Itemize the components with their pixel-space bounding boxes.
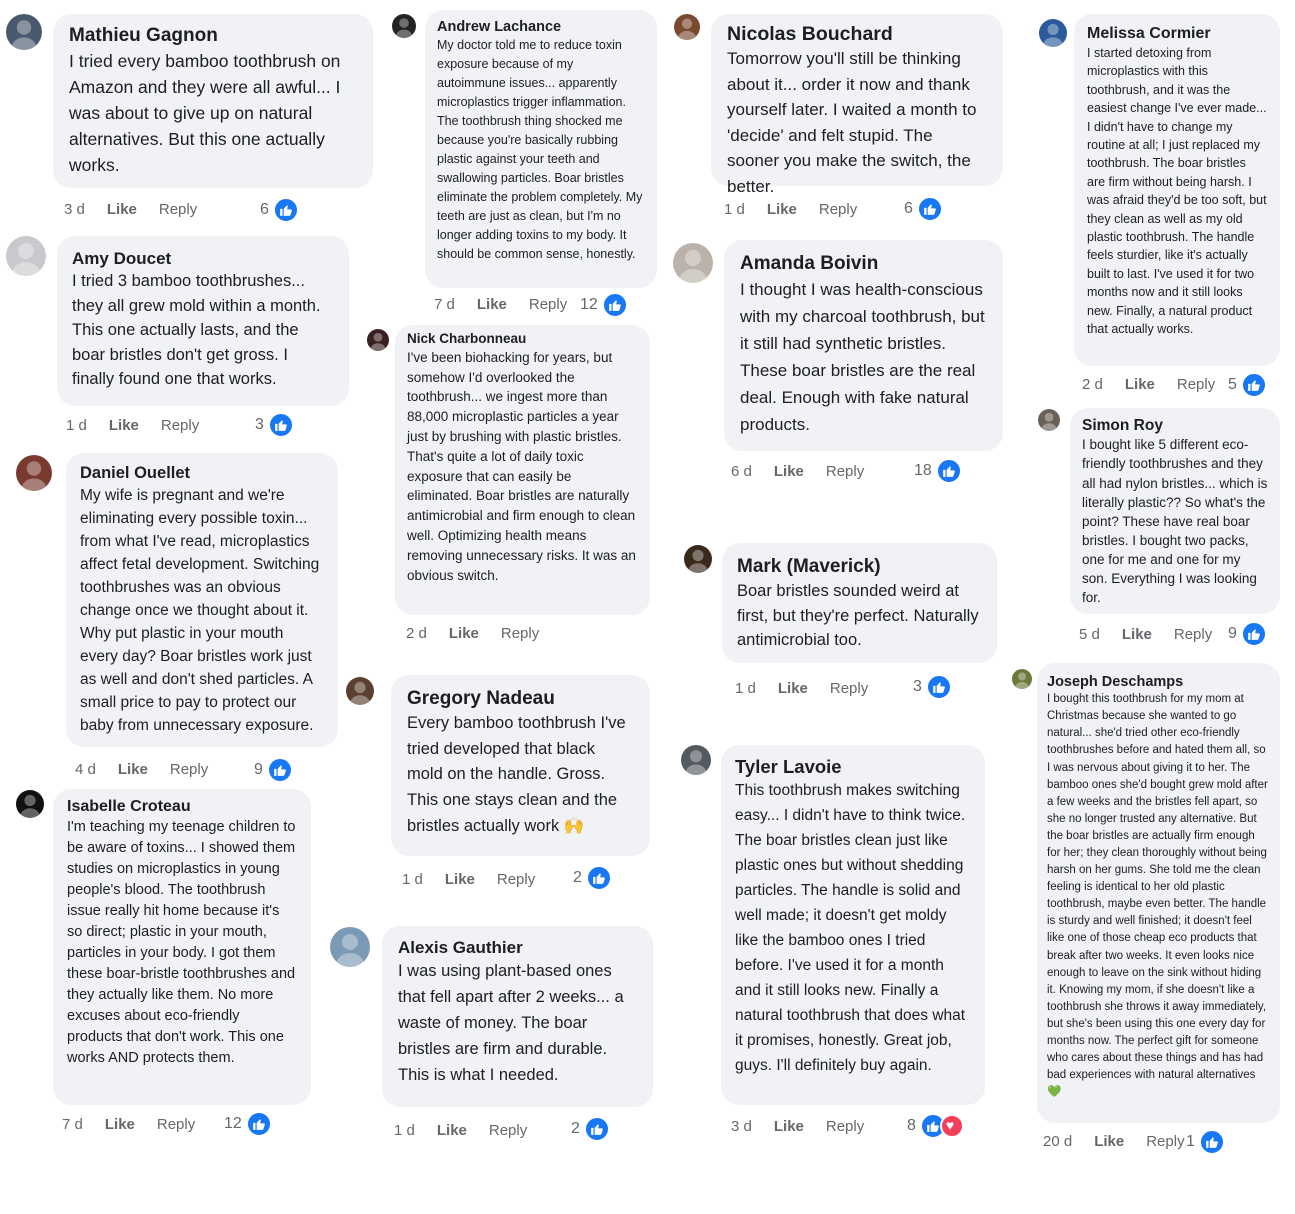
comment-bubble [395, 325, 650, 615]
commenter-name[interactable]: Simon Roy [1082, 417, 1163, 434]
timestamp[interactable]: 7 d [62, 1116, 83, 1133]
avatar[interactable] [330, 927, 370, 967]
like-button[interactable]: Like [1094, 1133, 1125, 1150]
comment-text: Boar bristles sounded weird at first, but they're perfect. Naturally antimicrobial too. [737, 581, 979, 650]
commenter-name[interactable]: Alexis Gauthier [398, 938, 523, 957]
commenter-name[interactable]: Andrew Lachance [437, 19, 562, 35]
reaction-number: 8 [907, 1117, 916, 1134]
like-button[interactable]: Like [773, 1118, 804, 1135]
comment-bubble [722, 543, 997, 663]
comment-text: I thought I was health-conscious with my charcoal toothbrush, but it still had synthetic bristles. These boar bristles are the real deal. Enough with fake natural products. [740, 279, 985, 434]
like-button[interactable]: Like [777, 680, 808, 697]
reaction-number: 2 [571, 1120, 580, 1137]
comment-text: I bought like 5 different eco-friendly toothbrushes and they all had nylon bristles... which is literally plastic?? So what's the point? These have real boar bristles. I bought two packs, one for me and one for my son. Everything I was looking for. [1082, 437, 1268, 606]
reaction-count[interactable] [224, 1111, 272, 1137]
reaction-count[interactable] [907, 1113, 964, 1139]
avatar[interactable] [6, 14, 42, 50]
commenter-name[interactable]: Nick Charbonneau [407, 331, 527, 346]
reply-button[interactable]: Reply [496, 871, 536, 888]
like-button[interactable]: Like [766, 201, 797, 218]
timestamp[interactable]: 3 d [731, 1118, 752, 1135]
comment-actions [394, 1122, 527, 1139]
reaction-number: 6 [904, 200, 913, 217]
like-reaction-icon [1241, 621, 1267, 647]
timestamp[interactable]: 1 d [402, 871, 423, 888]
timestamp[interactable]: 1 d [735, 680, 756, 697]
comment-bubble [382, 926, 653, 1107]
commenter-name[interactable]: Mark (Maverick) [737, 556, 881, 577]
commenter-name[interactable]: Tyler Lavoie [735, 756, 842, 777]
reply-button[interactable]: Reply [825, 463, 865, 480]
commenter-name[interactable]: Daniel Ouellet [80, 464, 191, 482]
timestamp[interactable]: 20 d [1043, 1133, 1073, 1150]
reply-button[interactable]: Reply [160, 417, 200, 434]
avatar[interactable] [16, 455, 52, 491]
like-button[interactable]: Like [773, 463, 804, 480]
commenter-name[interactable]: Amanda Boivin [740, 253, 879, 274]
like-button[interactable]: Like [1124, 376, 1155, 393]
comment-actions [1082, 376, 1215, 393]
commenter-name[interactable]: Mathieu Gagnon [69, 25, 218, 46]
avatar[interactable] [1038, 409, 1060, 431]
reaction-count[interactable] [913, 674, 952, 700]
like-reaction-icon [1241, 372, 1267, 398]
reaction-number: 12 [580, 296, 598, 313]
comment-bubble [53, 14, 373, 188]
comment-text: I tried every bamboo toothbrush on Amazon and they were all awful... I was about to give up on natural alternatives. But this one actually works. [69, 50, 341, 175]
comment-bubble [721, 745, 985, 1105]
like-reaction-icon [268, 412, 294, 438]
love-reaction-icon: ♥ [940, 1114, 964, 1138]
like-button[interactable]: Like [108, 417, 139, 434]
comment-text: My doctor told me to reduce toxin exposure because of my autoimmune issues... apparently microplastics trigger inflammation. The toothbrush thing shocked me because you're basically rubbing plastic against your teeth and swallowing particles. Boar bristles eliminate the problem completely. My teeth are just as clean, but I'm no longer adding toxins to my body. It should be common sense, honestly. [437, 38, 643, 262]
like-reaction-icon [917, 196, 943, 222]
comment-text: Tomorrow you'll still be thinking about it... order it now and thank yourself later. I waited a month to 'decide' and felt stupid. The sooner you make the switch, the better. [727, 49, 977, 196]
reaction-count[interactable] [260, 197, 299, 223]
like-reaction-icon [586, 865, 612, 891]
comment-bubble [53, 789, 311, 1105]
reply-button[interactable]: Reply [156, 1116, 196, 1133]
reaction-count[interactable] [904, 196, 943, 222]
avatar[interactable] [367, 329, 389, 351]
avatar[interactable] [16, 790, 44, 818]
reply-button[interactable]: Reply [488, 1122, 528, 1139]
comment-bubble [57, 236, 349, 406]
reply-button[interactable]: Reply [829, 680, 869, 697]
comment-text: I tried 3 bamboo toothbrushes... they all grew mold within a month. This one actually lasts, and the boar bristles don't get gross. I finally found one that works. [72, 272, 321, 389]
like-button[interactable]: Like [476, 296, 507, 313]
comment-bubble [1070, 408, 1280, 614]
reaction-count[interactable] [580, 292, 628, 318]
comment-actions [64, 201, 197, 218]
commenter-name[interactable]: Nicolas Bouchard [727, 23, 893, 45]
comment-actions [75, 761, 208, 778]
avatar[interactable] [1039, 19, 1067, 47]
comment-bubble [711, 14, 1003, 196]
comment-text: My wife is pregnant and we're eliminating every possible toxin... from what I've read, microplastics affect fetal development. Switching toothbrushes was an obvious change once we thought about it. Why put plastic in your mouth every day? Boar bristles work just as well and don't shed particles. A small price to pay to protect our baby from unnecessary exposure. [80, 486, 320, 734]
timestamp[interactable]: 1 d [394, 1122, 415, 1139]
timestamp[interactable]: 7 d [434, 296, 455, 313]
like-reaction-icon [1199, 1129, 1225, 1155]
like-reaction-icon [273, 197, 299, 223]
reaction-count[interactable] [914, 458, 962, 484]
comment-text: I bought this toothbrush for my mom at Christmas because she wanted to go natural... she'd tried other eco-friendly toothbrushes before and hated them all, so I was nervous about giving it to her. The bamboo ones she'd bought grew mold after a few weeks and the bristles fell apart, so she no longer trusted any alternative. But the boar bristles are actually firm enough for her; they clean thoroughly without being harsh on her gums. She told me the clean feeling is identical to her old plastic toothbrush, maybe even better. The handle is sturdy and well finished; it doesn't feel like one of those cheap eco products that break after two weeks. It even looks nice enough to leave on the sink without hiding it. Knowing my mom, if she doesn't like a toothbrush she throws it away immediately, but she's been using this one every day for months now. The perfect gift for someone who cares about these things and has had bad experiences with natural alternatives 💚 [1047, 693, 1268, 1099]
reply-button[interactable]: Reply [169, 761, 209, 778]
comment-actions [1079, 626, 1212, 643]
like-button[interactable]: Like [104, 1116, 135, 1133]
reaction-number: 2 [573, 869, 582, 886]
reaction-count[interactable] [254, 757, 293, 783]
reaction-count[interactable] [1186, 1129, 1225, 1155]
commenter-name[interactable]: Isabelle Croteau [67, 798, 191, 815]
timestamp[interactable]: 4 d [75, 761, 96, 778]
like-button[interactable]: Like [1121, 626, 1152, 643]
avatar[interactable] [684, 545, 712, 573]
reaction-count[interactable] [571, 1116, 610, 1142]
reaction-number: 3 [255, 416, 264, 433]
avatar[interactable] [6, 236, 46, 276]
timestamp[interactable]: 5 d [1079, 626, 1100, 643]
timestamp[interactable]: 1 d [724, 201, 745, 218]
comment-actions [1043, 1133, 1185, 1150]
like-reaction-icon [246, 1111, 272, 1137]
like-reaction-icon [584, 1116, 610, 1142]
avatar[interactable] [674, 14, 700, 40]
reaction-number: 6 [260, 201, 269, 218]
reply-button[interactable]: Reply [825, 1118, 865, 1135]
like-reaction-icon [267, 757, 293, 783]
reply-button[interactable]: Reply [528, 296, 568, 313]
like-button[interactable]: Like [117, 761, 148, 778]
commenter-name[interactable]: Joseph Deschamps [1047, 674, 1184, 690]
like-reaction-icon [936, 458, 962, 484]
avatar[interactable] [392, 14, 416, 38]
commenter-name[interactable]: Gregory Nadeau [407, 688, 555, 709]
reaction-number: 18 [914, 462, 932, 479]
comment-bubble [1074, 14, 1280, 366]
comment-text: This toothbrush makes switching easy... I didn't have to think twice. The boar bristles clean just like plastic ones but without shedding particles. The handle is solid and well made; it doesn't get moldy like the bamboo ones I tried before. I've used it for a month and it still looks new. Finally a natural toothbrush that does what it promises, honestly. Great job, guys. I'll definitely buy again. [735, 782, 966, 1075]
reaction-number: 9 [254, 761, 263, 778]
commenter-name[interactable]: Melissa Cormier [1087, 25, 1211, 42]
comment-actions [406, 625, 539, 642]
like-button[interactable]: Like [444, 871, 475, 888]
comment-actions [731, 463, 864, 480]
like-button[interactable]: Like [436, 1122, 467, 1139]
comment-actions [724, 201, 857, 218]
comment-text: I was using plant-based ones that fell apart after 2 weeks... a waste of money. The boar bristles are firm and durable. This is what I needed. [398, 962, 624, 1085]
comment-text: Every bamboo toothbrush I've tried developed that black mold on the handle. Gross. This one stays clean and the bristles actually work 🙌 [407, 713, 626, 835]
reaction-number: 3 [913, 678, 922, 695]
reply-button[interactable]: Reply [158, 201, 198, 218]
timestamp[interactable]: 2 d [1082, 376, 1103, 393]
reply-button[interactable]: Reply [818, 201, 858, 218]
reaction-count[interactable] [1228, 372, 1267, 398]
reaction-count[interactable] [255, 412, 294, 438]
reaction-number: 1 [1186, 1133, 1195, 1150]
avatar[interactable] [1012, 669, 1032, 689]
reply-button[interactable]: Reply [1146, 1133, 1185, 1150]
comment-actions [66, 417, 199, 434]
reaction-count[interactable] [1228, 621, 1267, 647]
reply-button[interactable]: Reply [1173, 626, 1213, 643]
avatar[interactable] [681, 745, 711, 775]
commenter-name[interactable]: Amy Doucet [72, 249, 172, 268]
timestamp[interactable]: 6 d [731, 463, 752, 480]
timestamp[interactable]: 3 d [64, 201, 85, 218]
comment-bubble [724, 240, 1003, 451]
reaction-number: 9 [1228, 625, 1237, 642]
avatar[interactable] [673, 243, 713, 283]
comment-actions [731, 1118, 864, 1135]
comment-bubble [425, 10, 657, 288]
like-button[interactable]: Like [448, 625, 479, 642]
reaction-number: 5 [1228, 376, 1237, 393]
reply-button[interactable]: Reply [1176, 376, 1216, 393]
comment-text: I'm teaching my teenage children to be aware of toxins... I showed them studies on microplastics in young people's blood. The toothbrush issue really hit home because it's so direct; plastic in your mouth, particles in your body. I got them these boar-bristle toothbrushes and they actually like them. No more excuses about eco-friendly products that don't work. This one works AND protects them. [67, 819, 296, 1066]
comment-bubble [391, 675, 650, 856]
comment-actions [434, 296, 567, 313]
like-reaction-icon [602, 292, 628, 318]
comment-text: I started detoxing from microplastics with this toothbrush, and it was the easiest change I've ever made... I didn't have to change my routine at all; I just replaced my toothbrush. The boar bristles are firm without being harsh. I was afraid they'd be too soft, but they clean as well as my old plastic toothbrush. The handle feels sturdier, like it's actually built to last. I've used it for two months now and it still looks new. Finally, a natural product that actually works. [1087, 46, 1267, 337]
comment-actions [735, 680, 868, 697]
reaction-count[interactable] [573, 865, 612, 891]
comment-actions [402, 871, 535, 888]
reply-button[interactable]: Reply [500, 625, 540, 642]
comment-text: I've been biohacking for years, but somehow I'd overlooked the toothbrush... we ingest more than 88,000 microplastic particles a year just by brushing with plastic bristles. That's quite a lot of daily toxic exposure that can easily be eliminated. Boar bristles are naturally antimicrobial and firm enough to clean well. Optimizing health means removing unnecessary risks. It was an obvious switch. [407, 349, 636, 583]
timestamp[interactable]: 1 d [66, 417, 87, 434]
comment-actions [62, 1116, 195, 1133]
comment-bubble [66, 453, 338, 747]
timestamp[interactable]: 2 d [406, 625, 427, 642]
comment-bubble [1037, 663, 1280, 1123]
reaction-number: 12 [224, 1115, 242, 1132]
like-button[interactable]: Like [106, 201, 137, 218]
avatar[interactable] [346, 677, 374, 705]
like-reaction-icon [926, 674, 952, 700]
